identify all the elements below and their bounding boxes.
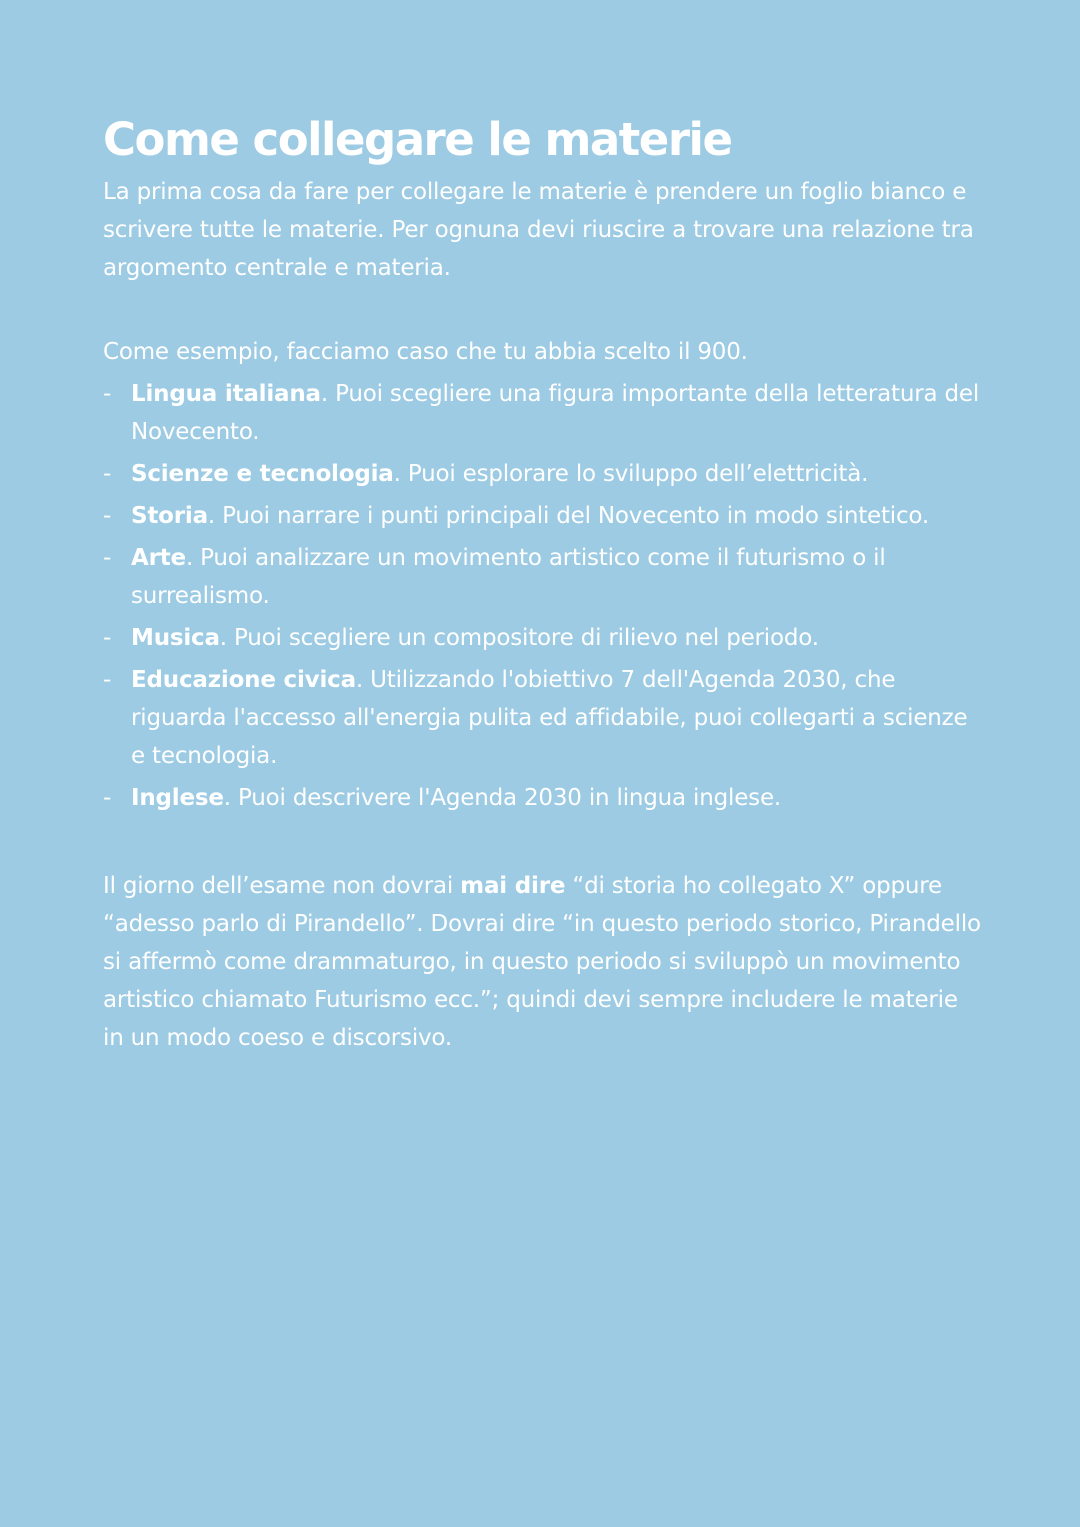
- subject-name: Educazione civica: [131, 667, 356, 693]
- list-item-scienze-tecnologia: [103, 455, 983, 493]
- subject-text: . Puoi scegliere un compositore di rilievo nel periodo.: [219, 625, 819, 651]
- list-dash: -: [103, 545, 112, 571]
- list-item-lingua-italiana: [103, 375, 983, 451]
- subject-name: Scienze e tecnologia: [131, 461, 394, 487]
- list-dash: -: [103, 785, 112, 811]
- list-item-musica: [103, 619, 983, 657]
- subject-text: . Puoi descrivere l'Agenda 2030 in lingua inglese.: [223, 785, 782, 811]
- subject-name: Storia: [131, 503, 208, 529]
- example-intro: Come esempio, facciamo caso che tu abbia scelto il 900.: [103, 339, 748, 365]
- list-dash: -: [103, 461, 112, 487]
- document-page: [103, 110, 983, 1057]
- subject-text: . Puoi narrare i punti principali del Novecento in modo sintetico.: [207, 503, 930, 529]
- closing-emphasis: mai dire: [460, 873, 566, 899]
- subject-name: Lingua italiana: [131, 381, 321, 407]
- subject-name: Arte: [131, 545, 186, 571]
- list-item-storia: [103, 497, 983, 535]
- closing-paragraph: [103, 867, 983, 1057]
- list-item-inglese: [103, 779, 983, 817]
- list-dash: -: [103, 381, 112, 407]
- subjects-list: [103, 375, 983, 817]
- list-dash: -: [103, 503, 112, 529]
- list-item-arte: [103, 539, 983, 615]
- subject-text: . Puoi analizzare un movimento artistico come il futurismo o il surrealismo.: [131, 545, 886, 609]
- spacer: [103, 287, 983, 333]
- subject-text: . Puoi scegliere una figura importante della letteratura del Novecento.: [131, 381, 980, 445]
- list-item-educazione-civica: [103, 661, 983, 775]
- intro-paragraph: La prima cosa da fare per collegare le materie è prendere un foglio bianco e scrivere tutte le materie. Per ognuna devi riuscire a trovare una relazione tra argomento centrale e materia.: [103, 179, 974, 281]
- subject-name: Musica: [131, 625, 220, 651]
- closing-text-before: Il giorno dell’esame non dovrai: [103, 873, 461, 899]
- subject-text: . Puoi esplorare lo sviluppo dell’elettricità.: [393, 461, 869, 487]
- subject-text: . Utilizzando l'obiettivo 7 dell'Agenda 2030, che riguarda l'accesso all'energia pulita ed affidabile, puoi collegarti a scienze e tecnologia.: [131, 667, 968, 769]
- list-dash: -: [103, 667, 112, 693]
- closing-text-after: “di storia ho collegato X” oppure “adesso parlo di Pirandello”. Dovrai dire “in questo periodo storico, Pirandello si affermò come drammaturgo, in questo periodo si sviluppò un movimento artistico chiamato Futurismo ecc.”; quindi devi sempre includere le materie in un modo coeso e discorsivo.: [103, 873, 981, 1051]
- subject-name: Inglese: [131, 785, 224, 811]
- spacer: [103, 821, 983, 867]
- page-title: Come collegare le materie: [103, 113, 732, 166]
- list-dash: -: [103, 625, 112, 651]
